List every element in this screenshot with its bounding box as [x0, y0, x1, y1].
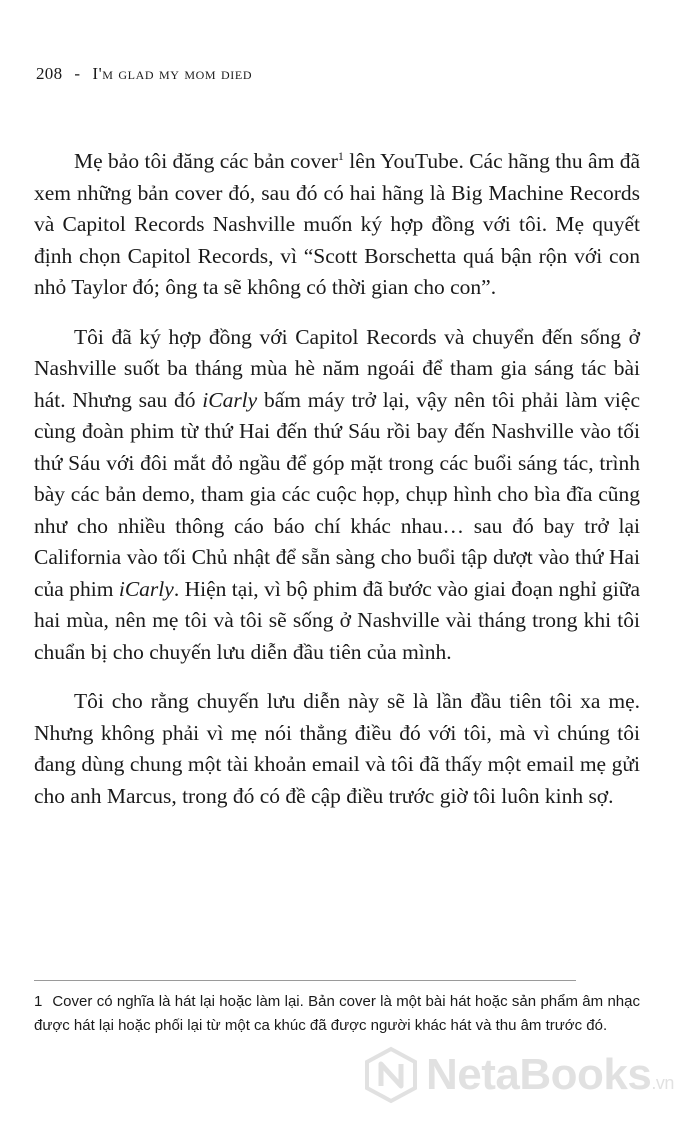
main-text — [34, 146, 640, 830]
paragraph-1-text-a: Mẹ bảo tôi đăng các bản cover — [74, 149, 338, 173]
paragraph-2-text-c: . Hiện tại, vì bộ phim đã bước vào giai đoạn nghỉ giữa hai mùa, nên mẹ tôi và tôi sẽ sống ở Nashville vài tháng trong khi tôi chuẩn bị cho chuyến lưu diễn đầu tiên của mình. — [34, 576, 640, 664]
footnote-reference: 1 — [337, 148, 344, 163]
header-separator: - — [74, 64, 81, 83]
paragraph-3: Tôi cho rằng chuyến lưu diễn này sẽ là lần đầu tiên tôi xa mẹ. Nhưng không phải vì mẹ nói thẳng điều đó với tôi, mà vì chúng tôi đang dùng chung một tài khoản email và tôi đã thấy một email mẹ gửi cho anh Marcus, trong đó có đề cập điều trước giờ tôi luôn kinh sợ. — [34, 689, 640, 808]
paragraph-2 — [34, 322, 640, 669]
paragraph-2-text-b: bấm máy trở lại, vậy nên tôi phải làm việc cùng đoàn phim từ thứ Hai đến thứ Sáu rồi bay đến Nashville vào tối thứ Sáu với đôi mắt đỏ ngầu để góp mặt trong các buổi sáng tác, trình bày các bản demo, tham gia các cuộc họp, chụp hình cho bìa đĩa cũng như cho nhiều thông cáo báo chí khác nhau… sau đó bay trở lại California vào tối Chủ nhật để sẵn sàng cho buổi tập dượt vào thứ Hai của phim — [34, 387, 640, 601]
footnote-divider — [34, 980, 576, 981]
paragraph-1-text-b: lên YouTube. Các hãng thu âm đã xem những bản cover đó, sau đó có hai hãng là Big Machine Records và Capitol Records Nashville muốn ký hợp đồng với tôi. Mẹ quyết định chọn Capitol Records, vì “Scott Borschetta quá bận rộn với con nhỏ Taylor đó; ông ta sẽ không có thời gian cho con”. — [34, 149, 641, 299]
watermark — [362, 1046, 674, 1104]
show-title-icarly: iCarly — [202, 387, 258, 412]
footnote-text: Cover có nghĩa là hát lại hoặc làm lại. Bản cover là một bài hát hoặc sản phẩm âm nhạc được hát lại hoặc phối lại từ một ca khúc đã được người khác hát và thu âm trước đó. — [34, 993, 640, 1034]
book-title: I'm glad my mom died — [92, 64, 253, 83]
footnote-marker: 1 — [34, 993, 43, 1010]
footnote — [34, 990, 640, 1038]
paragraph-1 — [34, 146, 640, 304]
watermark-brand — [426, 1050, 674, 1100]
show-title-icarly-2: iCarly — [118, 576, 174, 601]
page-number: 208 — [36, 64, 63, 83]
watermark-domain-suffix: .vn — [651, 1073, 674, 1093]
running-header — [36, 64, 252, 84]
paragraph-2-text-a: Tôi đã ký hợp đồng với Capitol Records và chuyển đến sống ở Nashville suốt ba tháng mùa hè năm ngoái để tham gia sáng tác bài hát. Nhưng sau đó — [34, 324, 640, 412]
netabooks-n-logo-icon — [362, 1046, 420, 1104]
watermark-brand-name: NetaBooks — [426, 1050, 652, 1099]
